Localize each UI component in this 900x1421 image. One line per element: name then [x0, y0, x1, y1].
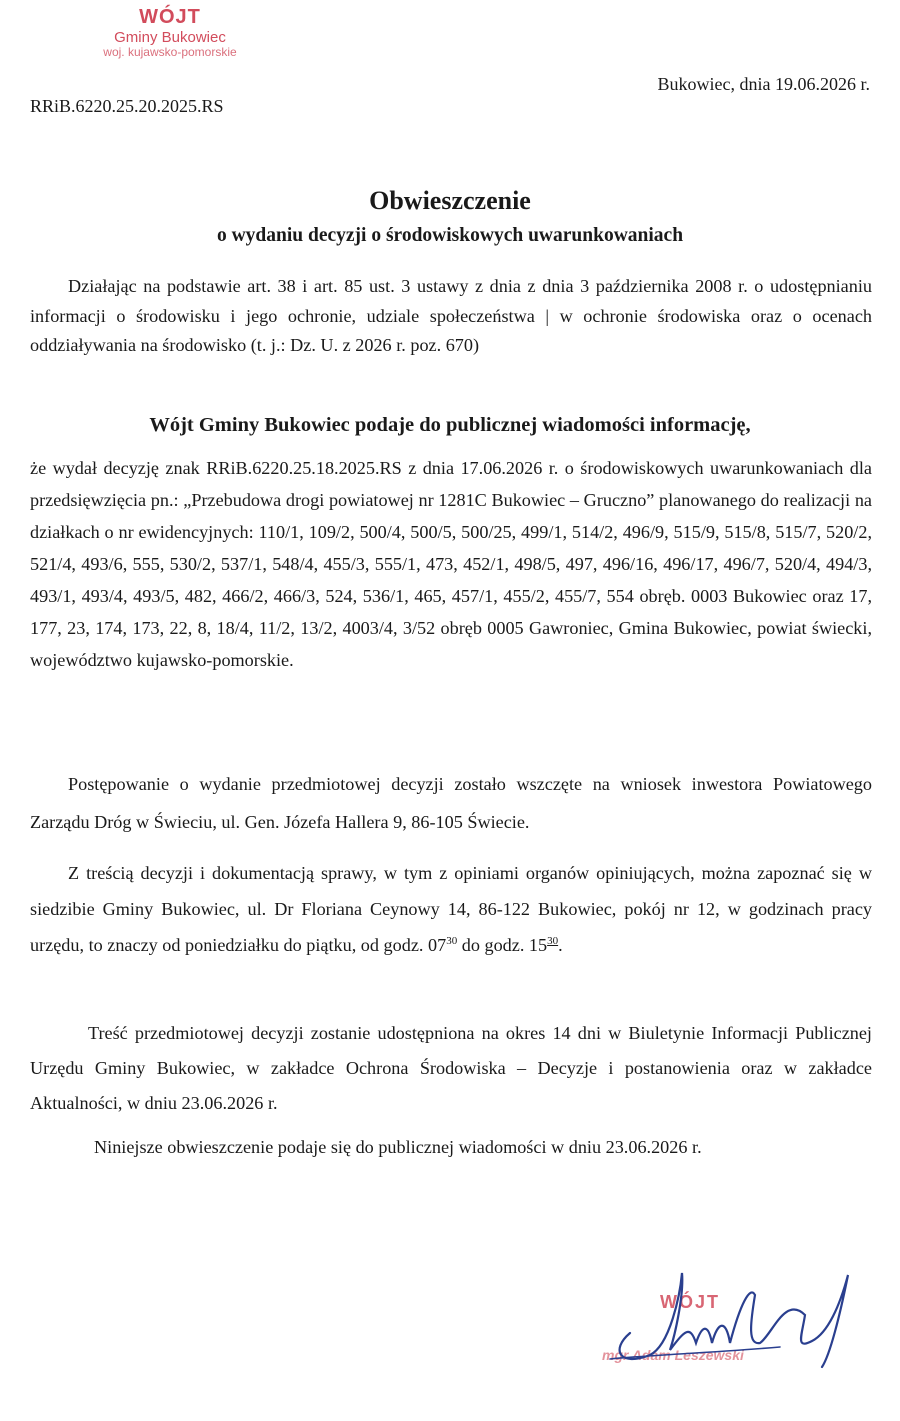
header-stamp: [70, 6, 270, 60]
time-from: 07: [428, 935, 447, 955]
stamp-voivodeship: woj. kujawsko-pomorskie: [103, 45, 237, 60]
time-mid: do godz.: [461, 935, 525, 955]
announcement-headline: Wójt Gminy Bukowiec podaje do publicznej wiadomości informację,: [149, 414, 751, 436]
time-to: 15: [528, 935, 548, 955]
stamp-municipality: Gminy Bukowiec: [114, 29, 226, 46]
time-to-minutes: 30: [547, 934, 559, 947]
access-text: Z treścią decyzji i dokumentacją sprawy, w tym z opiniami organów opiniujących, można zapoznać się w siedzibie Gminy Bukowiec, ul. Dr Floriana Ceynowy 14, 86-122 Bukowiec, pokój nr 12, w godzinach pracy urzędu, to znaczy od poniedziałku do piątku, od godz.: [30, 863, 872, 955]
time-from-minutes: 30: [446, 934, 458, 947]
reference-number: RRiB.6220.25.20.2025.RS: [30, 96, 224, 116]
document-subtitle: o wydaniu decyzji o środowiskowych uwarunkowaniach: [216, 225, 684, 246]
stamp-title: WÓJT: [139, 6, 201, 28]
procedure-paragraph: Postępowanie o wydanie przedmiotowej decyzji zostało wszczęte na wniosek inwestora Powiatowego Zarządu Dróg w Świeciu, ul. Gen. Józefa Hallera 9, 86-105 Świecie.: [30, 774, 872, 832]
access-paragraph: [30, 855, 872, 963]
closing-paragraph: Niniejsze obwieszczenie podaje się do publicznej wiadomości w dniu 23.06.2026 r.: [94, 1137, 702, 1157]
decision-paragraph: że wydał decyzję znak RRiB.6220.25.18.2025.RS z dnia 17.06.2026 r. o środowiskowych uwarunkowaniach dla przedsięwzięcia pn.: „Przebudowa drogi powiatowej nr 1281C Bukowiec – Gruczno” planowanego do realizacji na działkach o nr ewidencyjnych: 110/1, 109/2, 500/4, 500/5, 500/25, 499/1, 514/2, 496/9, 515/9, 515/8, 515/7, 520/2, 521/4, 493/6, 555, 530/2, 537/1, 548/4, 455/3, 555/1, 473, 452/1, 498/5, 497, 496/16, 496/17, 496/7, 520/4, 494/3, 493/1, 493/4, 493/5, 482, 466/2, 466/3, 524, 536/1, 465, 457/1, 455/2, 455/7, 554 obręb. 0003 Bukowiec oraz 17, 177, 23, 174, 173, 22, 8, 18/4, 11/2, 13/2, 4003/4, 3/52 obręb 0005 Gawroniec, Gmina Bukowiec, powiat świecki, województwo kujawsko-pomorskie.: [30, 458, 872, 670]
access-end: .: [558, 935, 563, 955]
signature-stamp-title: WÓJT: [660, 1292, 720, 1312]
document-title: Obwieszczenie: [369, 186, 531, 215]
date-line: Bukowiec, dnia 19.06.2026 r.: [657, 74, 870, 94]
signature-stamp-name: mgr Adam Leszewski: [602, 1347, 744, 1363]
publication-paragraph: Treść przedmiotowej decyzji zostanie udostępniona na okres 14 dni w Biuletynie Informacji Publicznej Urzędu Gminy Bukowiec, w zakładce Ochrona Środowiska – Decyzje i postanowienia oraz w zakładce Aktualności, w dniu 23.06.2026 r.: [30, 1023, 872, 1113]
legal-basis-paragraph: Działając na podstawie art. 38 i art. 85 ust. 3 ustawy z dnia z dnia 3 października 2008 r. o udostępnianiu informacji o środowisku i jego ochronie, udziale społeczeństwa | w ochronie środowiska oraz o ocenach oddziaływania na środowisko (t. j.: Dz. U. z 2026 r. poz. 670): [30, 276, 872, 355]
handwritten-signature: [590, 1255, 870, 1375]
